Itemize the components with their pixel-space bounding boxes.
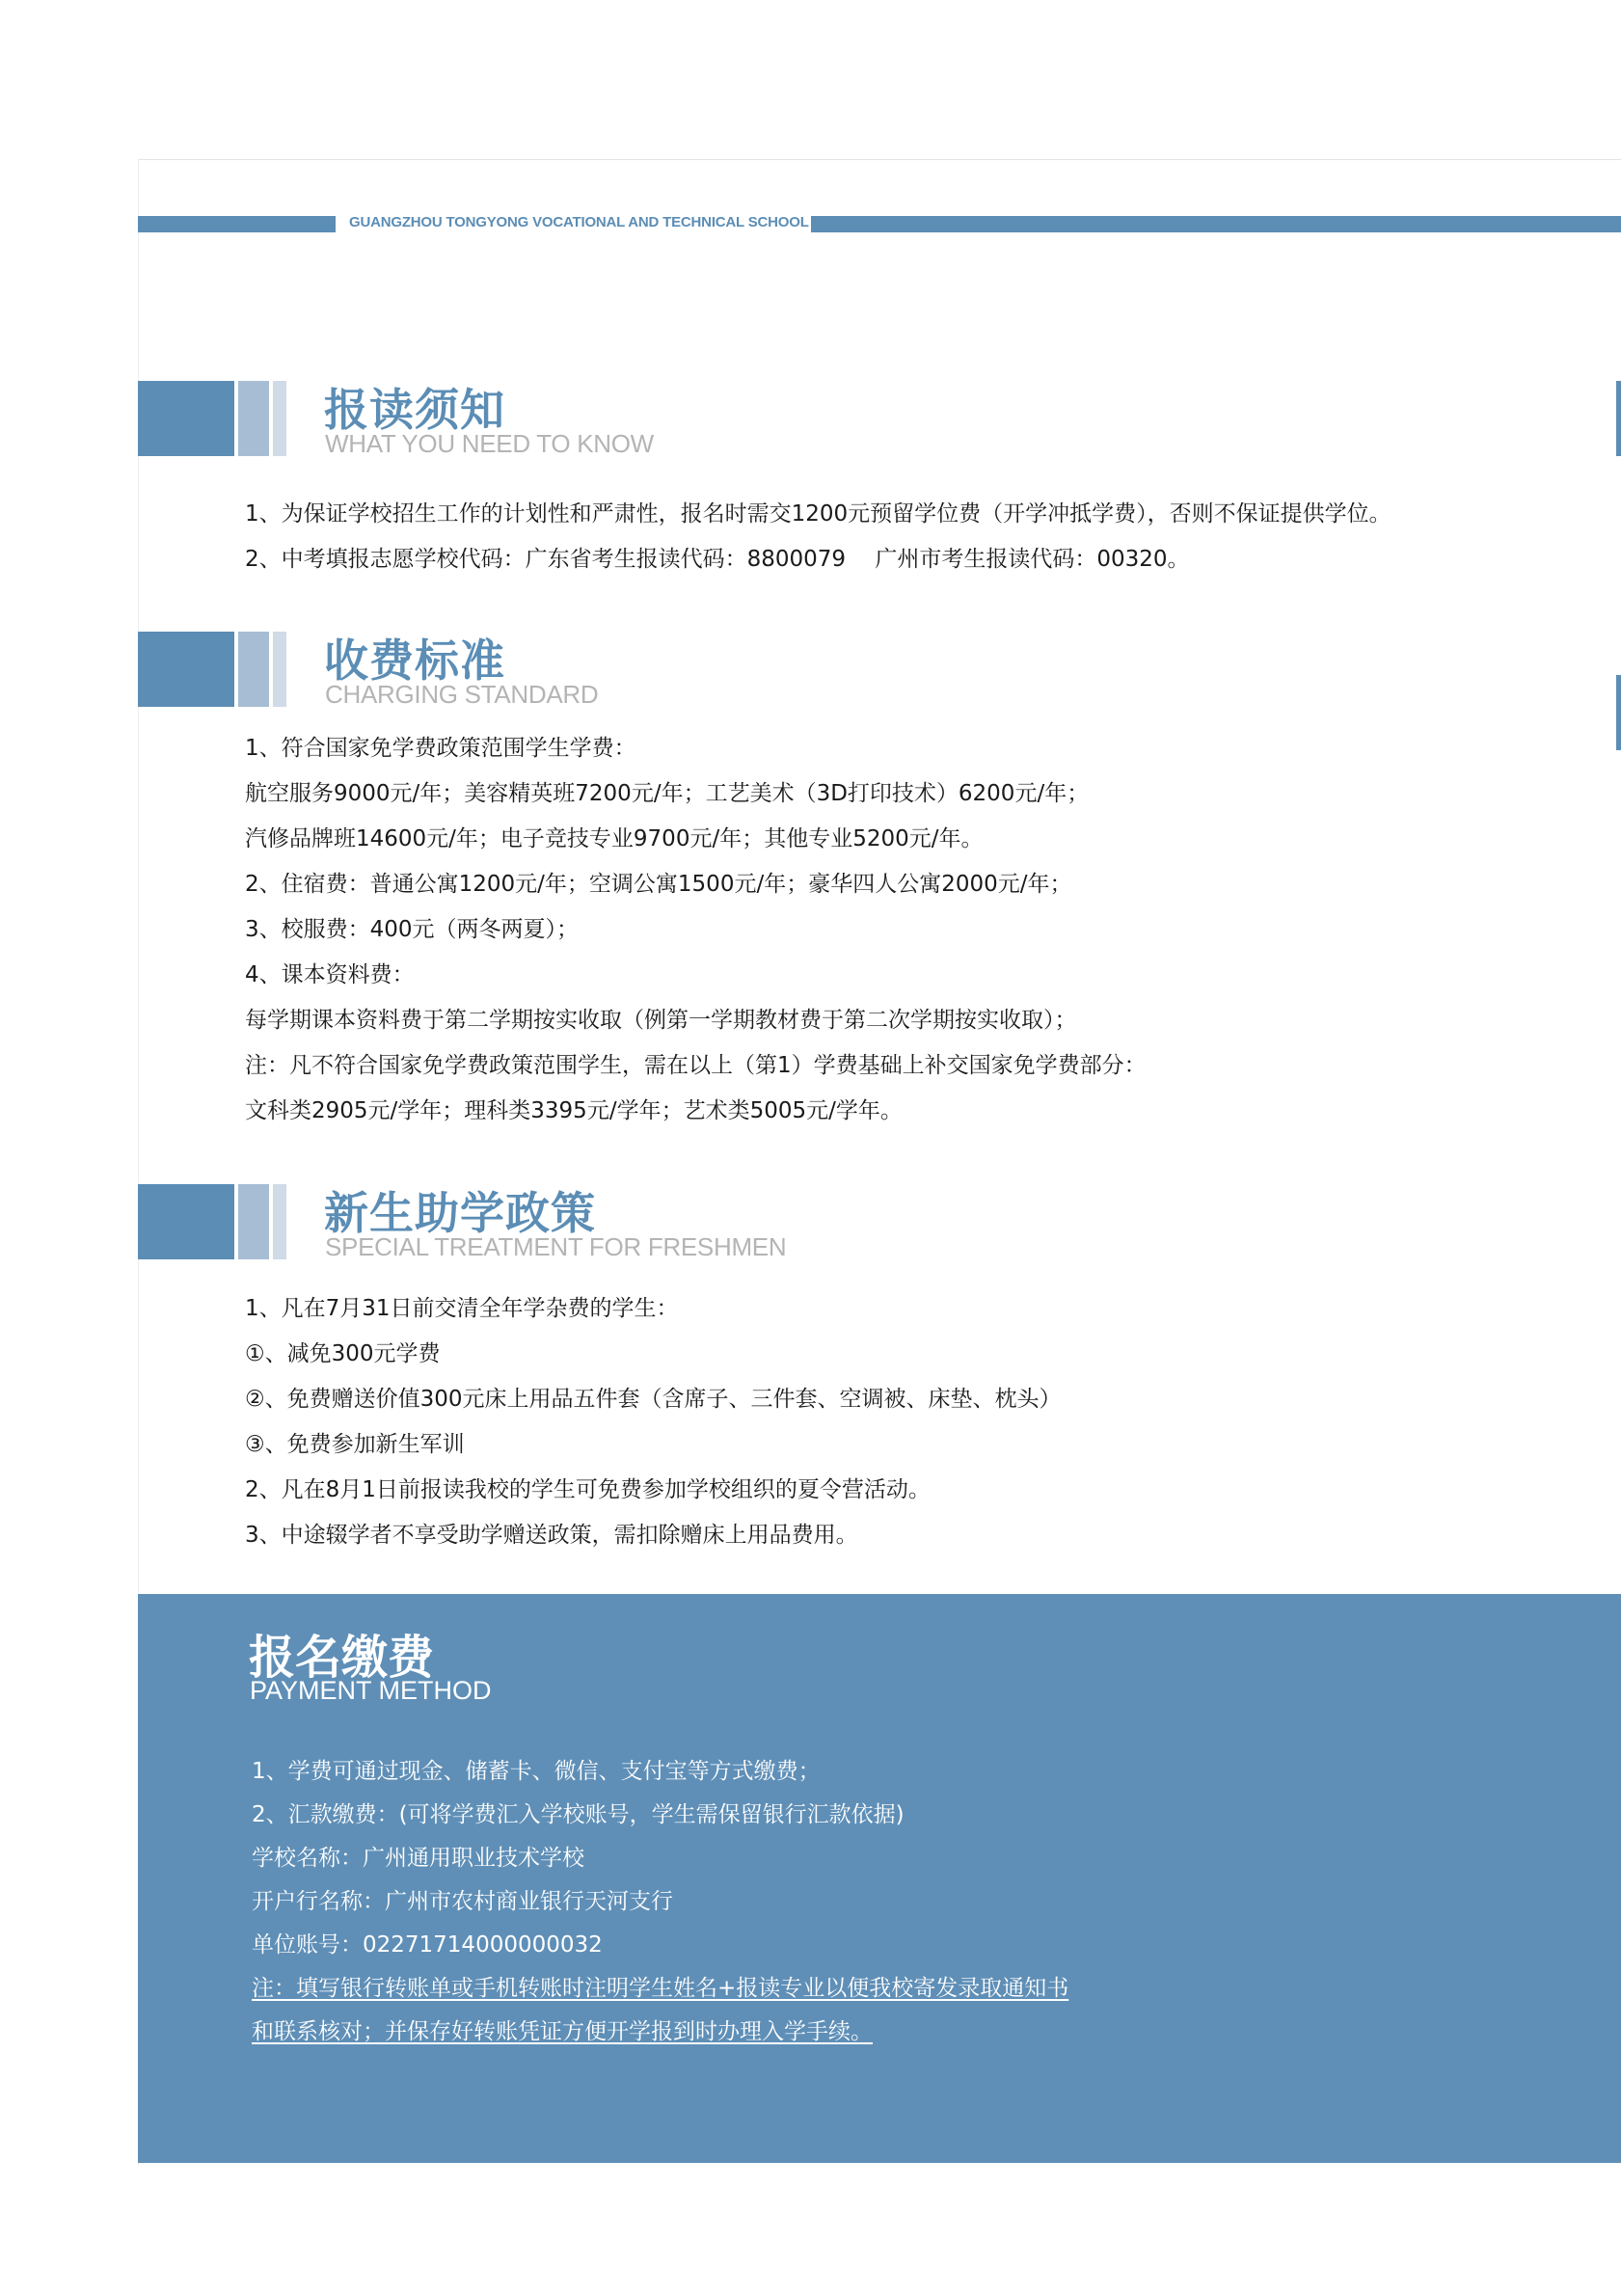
section-head-charging [138, 632, 1102, 709]
payment-title: 报名缴费 [249, 1631, 435, 1685]
head-block [138, 381, 234, 456]
head-block [138, 1184, 234, 1259]
text-line: 每学期课本资料费于第二学期按实收取（例第一学期教材费于第二次学期按实收取）； [245, 1008, 1077, 1033]
head-block [238, 632, 269, 707]
section-subtitle: CHARGING STANDARD [325, 680, 599, 709]
school-name-line: 学校名称：广州通用职业技术学校 [252, 1846, 584, 1871]
bank-name-line: 开户行名称：广州市农村商业银行天河支行 [252, 1889, 673, 1914]
text-line: 注：凡不符合国家免学费政策范围学生，需在以上（第1）学费基础上补交国家免学费部分： [245, 1053, 1147, 1078]
section-head-freshmen [138, 1184, 1102, 1261]
head-block [238, 1184, 269, 1259]
head-block [273, 632, 286, 707]
text-line: 1、为保证学校招生工作的计划性和严肃性，报名时需交1200元预留学位费（开学冲抵学费），否则不保证提供学位。 [245, 501, 1391, 527]
text-line: 汽修品牌班14600元/年；电子竞技专业9700元/年；其他专业5200元/年。 [245, 826, 984, 851]
head-block [273, 381, 286, 456]
text-line: 2、住宿费：普通公寓1200元/年；空调公寓1500元/年；豪华四人公寓2000元/年； [245, 872, 1072, 897]
header-band-right [811, 216, 1621, 232]
head-block [238, 381, 269, 456]
text-line: 2、中考填报志愿学校代码：广东省考生报读代码：8800079 广州市考生报读代码：00320。 [245, 547, 1190, 572]
section-title: 收费标准 [324, 635, 505, 687]
payment-body [252, 1750, 1068, 2054]
text-line: ②、免费赠送价值300元床上用品五件套（含席子、三件套、空调被、床垫、枕头） [245, 1387, 1062, 1412]
section-subtitle: SPECIAL TREATMENT FOR FRESHMEN [325, 1232, 787, 1261]
section-body-freshmen [245, 1286, 1062, 1558]
section-head-notice [138, 381, 1102, 458]
text-line: 3、校服费：400元（两冬两夏）； [245, 917, 580, 942]
head-block [138, 632, 234, 707]
text-line: 2、凡在8月1日前报读我校的学生可免费参加学校组织的夏令营活动。 [245, 1477, 931, 1502]
header-band-left [138, 216, 336, 232]
text-line: 航空服务9000元/年；美容精英班7200元/年；工艺美术（3D打印技术）6200元/年； [245, 781, 1090, 806]
payment-line: 2、汇款缴费：(可将学费汇入学校账号，学生需保留银行汇款依据) [252, 1802, 905, 1827]
payment-line: 1、学费可通过现金、储蓄卡、微信、支付宝等方式缴费； [252, 1759, 821, 1784]
school-english-name: GUANGZHOU TONGYONG VOCATIONAL AND TECHNICAL SCHOOL [349, 214, 809, 230]
payment-subtitle: PAYMENT METHOD [250, 1676, 492, 1705]
head-block [273, 1184, 286, 1259]
text-line: 4、课本资料费： [245, 962, 415, 987]
section-title: 新生助学政策 [324, 1187, 596, 1239]
section-subtitle: WHAT YOU NEED TO KNOW [325, 429, 654, 458]
side-marker [1616, 381, 1621, 456]
side-marker [1616, 675, 1621, 750]
text-line: ①、减免300元学费 [245, 1341, 441, 1366]
text-line: 1、凡在7月31日前交清全年学杂费的学生： [245, 1296, 679, 1321]
text-line: ③、免费参加新生军训 [245, 1432, 465, 1457]
text-line: 3、中途辍学者不享受助学赠送政策，需扣除赠床上用品费用。 [245, 1523, 858, 1548]
text-line: 文科类2905元/学年；理科类3395元/学年；艺术类5005元/学年。 [245, 1098, 903, 1123]
account-number-line: 单位账号：02271714000000032 [252, 1932, 603, 1958]
section-title: 报读须知 [324, 384, 505, 436]
payment-note: 和联系核对；并保存好转账凭证方便开学报到时办理入学手续。 [252, 2019, 873, 2044]
text-line: 1、符合国家免学费政策范围学生学费： [245, 736, 636, 761]
payment-note: 注：填写银行转账单或手机转账时注明学生姓名+报读专业以便我校寄发录取通知书 [252, 1976, 1069, 2001]
section-body-notice [245, 492, 1391, 582]
section-body-charging [245, 726, 1147, 1134]
